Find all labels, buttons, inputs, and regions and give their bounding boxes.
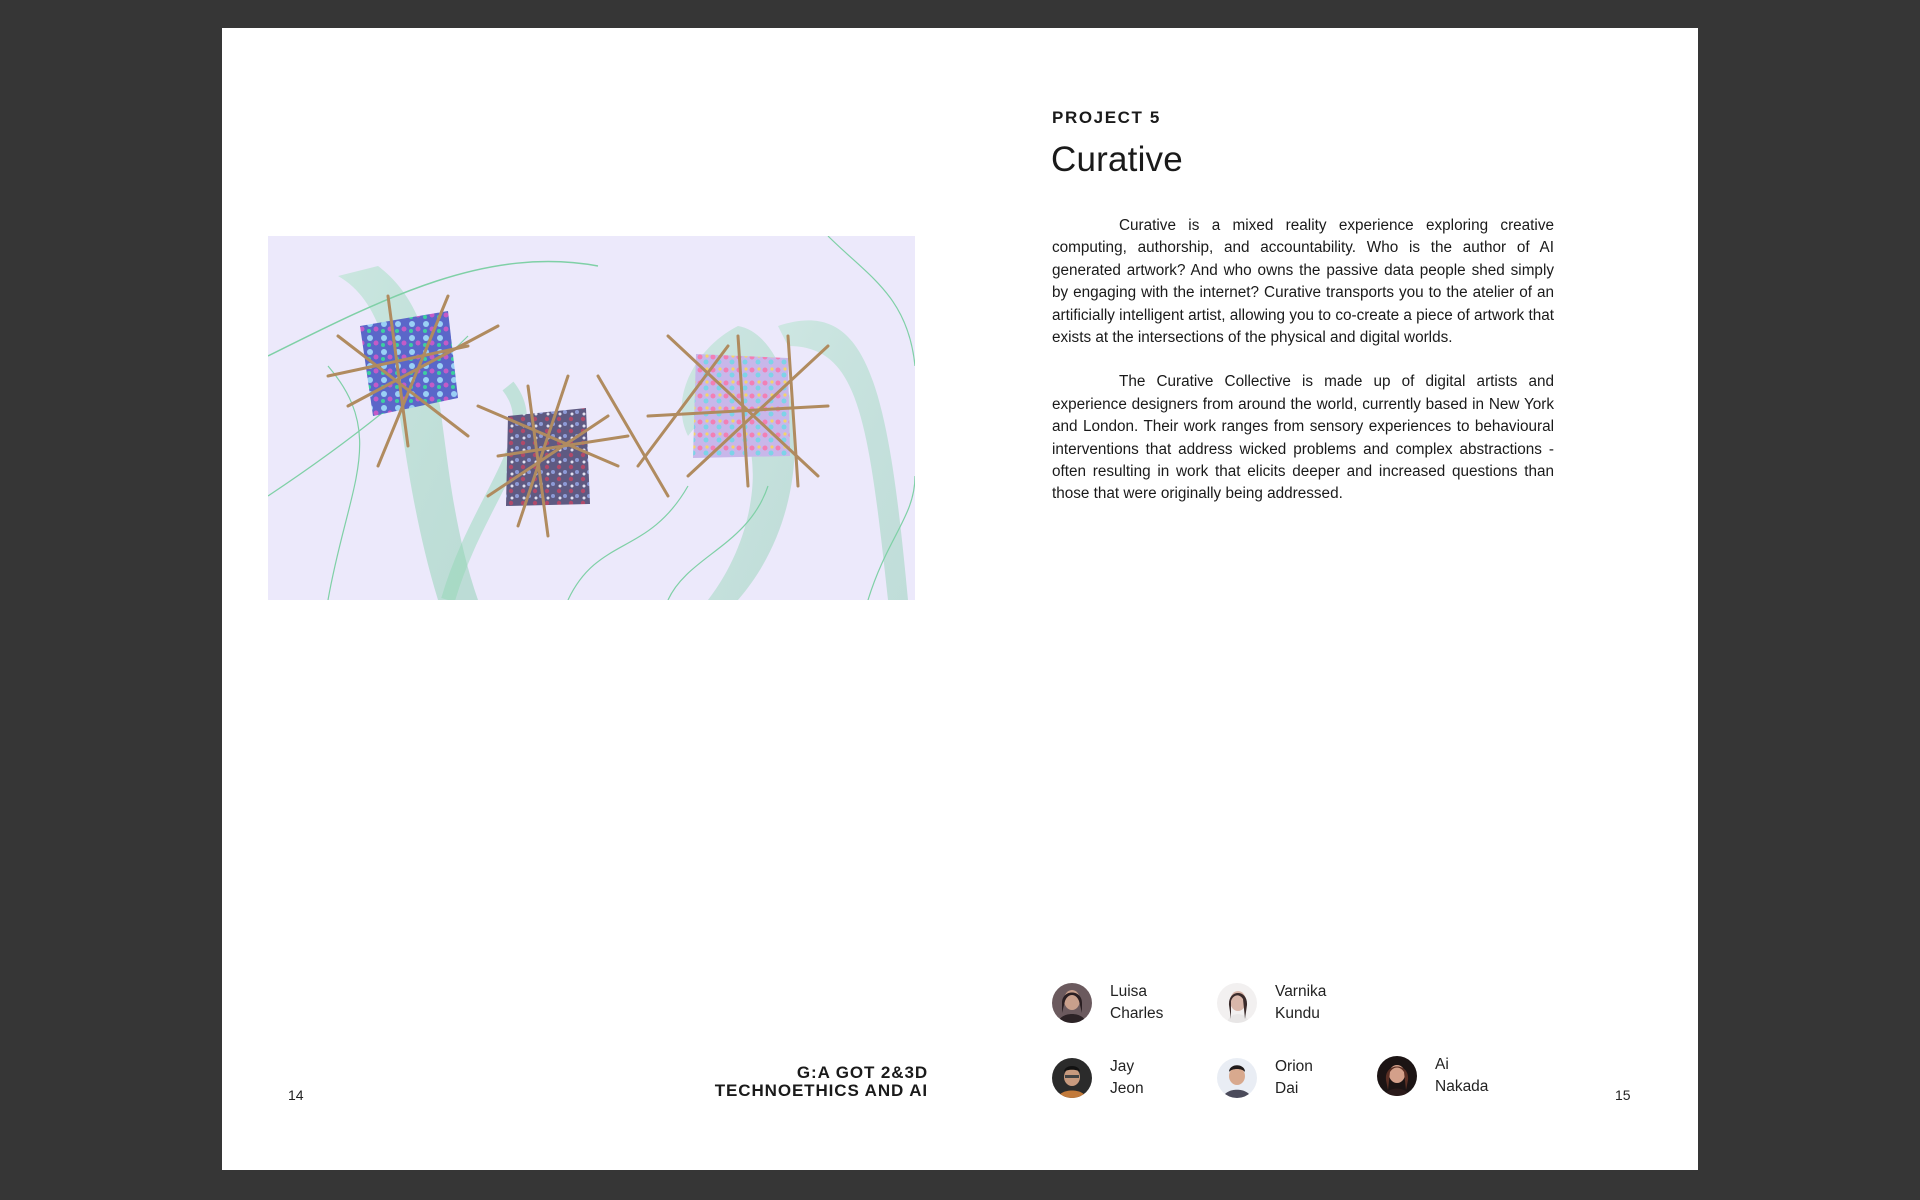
spread [222,28,1698,1170]
member-name: Orion Dai [1275,1058,1313,1097]
project-artwork-image [268,236,915,600]
member-name: Varnika Kundu [1275,983,1327,1022]
project-description [1052,215,1554,528]
member-name: Ai Nakada [1435,1056,1489,1095]
team-member [1052,1056,1144,1100]
description-paragraph: Curative is a mixed reality experience exploring creative computing, authorship, and accountability. Who is the author of AI generated artwork? And who owns the passive data people shed simply by engaging with the internet? Curative transports you to the atelier of an artificially intelligent artist, allowing you to co-create a piece of artwork that exists at the intersections of the physical and digital worlds. [1052,217,1554,347]
project-eyebrow: PROJECT 5 [1052,108,1161,127]
page-number-left: 14 [288,1087,304,1103]
page-number-right: 15 [1615,1087,1631,1103]
member-name: Jay Jeon [1110,1058,1144,1097]
description-paragraph: The Curative Collective is made up of digital artists and experience designers from around the world, currently based in New York and London. Their work ranges from sensory experiences to behavioural interventions that address wicked problems and complex abstractions - often resulting in work that elicits deeper and increased questions than those that were originally being addressed. [1052,373,1554,503]
team-member [1217,1056,1313,1100]
project-title: Curative [1051,140,1183,179]
publication-footer-title [715,1064,928,1100]
avatar [1052,983,1092,1023]
footer-title-line1: G:A GOT 2&3D [796,1063,928,1082]
avatar [1377,1056,1417,1096]
member-name: Luisa Charles [1110,983,1164,1022]
team-member [1217,981,1326,1025]
team-member [1052,981,1163,1025]
team-member [1377,1054,1488,1098]
footer-title-line2: TECHNOETHICS AND AI [714,1081,928,1100]
avatar [1052,1058,1092,1098]
avatar [1217,1058,1257,1098]
avatar [1217,983,1257,1023]
